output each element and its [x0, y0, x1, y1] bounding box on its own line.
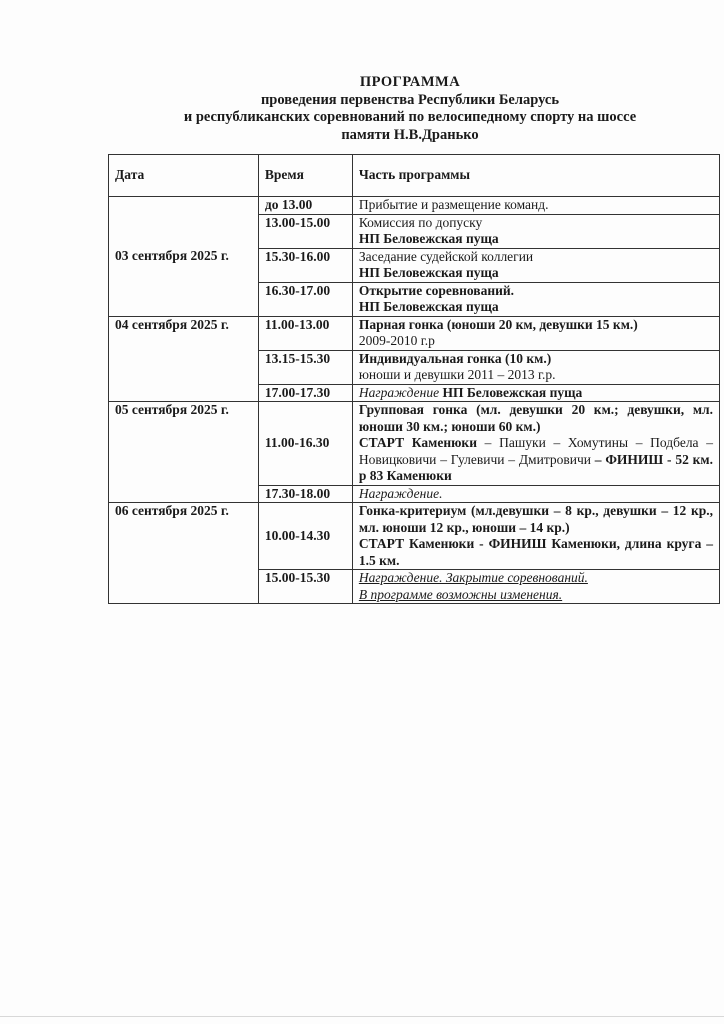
row-text: Гонка-критериум (мл.девушки – 8 кр., девушки – 12 кр., мл. юноши 12 кр., юноши – 14 кр.) [358, 503, 713, 535]
row-text: Открытие соревнований. [358, 282, 515, 298]
row-text: Парная гонка (юноши 20 км, девушки 15 км.) [358, 316, 638, 332]
row-detail: 2009-2010 г.р [358, 333, 435, 348]
row-text: Прибытие и размещение команд. [352, 197, 719, 215]
row-time: 13.00-15.00 [258, 214, 352, 248]
row-time: 15.00-15.30 [258, 570, 352, 604]
row-time: 17.00-17.30 [258, 384, 352, 402]
route-finish: – ФИНИШ - 52 км. р 83 Каменюки [358, 451, 713, 483]
table-row [109, 197, 720, 215]
header-time: Время [258, 155, 352, 197]
row-part [352, 282, 719, 316]
document-subtitle-line-2: и республиканских соревнований по велосипедному спорту на шоссе [183, 109, 637, 125]
row-detail: СТАРТ Каменюки - ФИНИШ Каменюки, длина круга – 1.5 км. [358, 536, 713, 568]
day-date: 05 сентября 2025 г. [109, 402, 259, 503]
row-text: Награждение [358, 384, 440, 400]
row-detail: юноши и девушки 2011 – 2013 г.р. [358, 367, 556, 382]
row-text: Заседание судейской коллегии [358, 248, 534, 264]
table-row [109, 503, 720, 570]
row-part [352, 384, 719, 402]
row-text: Групповая гонка (мл. девушки 20 км.; девушки, мл. юноши 30 км.; юноши 60 км.) [358, 402, 713, 434]
row-venue: НП Беловежская пуща [358, 231, 499, 246]
row-venue: НП Беловежская пуща [442, 384, 583, 400]
day-date: 03 сентября 2025 г. [109, 197, 259, 317]
row-note: В программе возможны изменения. [358, 586, 563, 602]
row-part [352, 248, 719, 282]
day-date: 06 сентября 2025 г. [109, 503, 259, 604]
table-row [109, 316, 720, 350]
document-subtitle-line-1: проведения первенства Республики Беларусь [260, 91, 560, 108]
document-header [100, 74, 720, 144]
table-row [109, 402, 720, 486]
program-table [108, 154, 720, 604]
row-venue: НП Беловежская пуща [358, 299, 499, 314]
table-header-row [109, 155, 720, 197]
route-start: СТАРТ Каменюки [358, 435, 477, 450]
row-part [352, 316, 719, 350]
row-text: Награждение. [352, 485, 719, 503]
row-text: Комиссия по допуску [358, 214, 483, 230]
row-text: Индивидуальная гонка (10 км.) [358, 350, 552, 366]
row-text: Награждение. Закрытие соревнований. [358, 570, 588, 585]
scan-edge-line [0, 1016, 724, 1017]
document-subtitle-line-3: памяти Н.В.Дранько [341, 126, 479, 143]
row-time: 15.30-16.00 [258, 248, 352, 282]
row-part [352, 214, 719, 248]
row-route [359, 435, 713, 485]
day-date: 04 сентября 2025 г. [109, 316, 259, 402]
row-time: 11.00-13.00 [258, 316, 352, 350]
row-time: до 13.00 [258, 197, 352, 215]
row-part [352, 503, 719, 570]
header-date: Дата [109, 155, 259, 197]
row-time: 13.15-15.30 [258, 350, 352, 384]
row-part [352, 570, 719, 604]
row-venue: НП Беловежская пуща [358, 265, 499, 280]
header-part: Часть программы [352, 155, 719, 197]
row-part [352, 402, 719, 486]
row-time: 11.00-16.30 [258, 402, 352, 486]
row-time: 17.30-18.00 [258, 485, 352, 503]
row-part [352, 350, 719, 384]
row-time: 10.00-14.30 [258, 503, 352, 570]
document-title: ПРОГРАММА [359, 74, 461, 90]
route-stops: – Пашуки – Хомутины – Подбела – Новицковичи – Гулевичи – Дмитровичи [358, 435, 713, 467]
row-time: 16.30-17.00 [258, 282, 352, 316]
